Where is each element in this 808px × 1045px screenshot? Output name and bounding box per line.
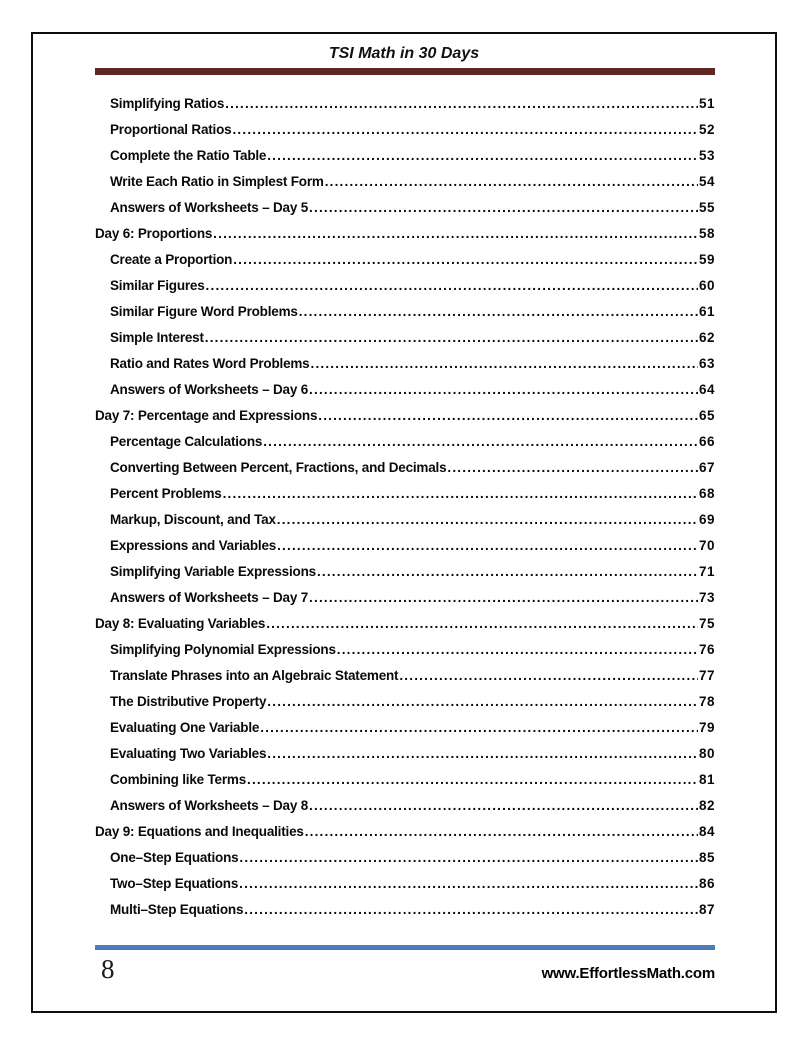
toc-entry-page: 55 <box>698 200 715 215</box>
dot-leader <box>318 403 698 429</box>
toc-entry-label: Answers of Worksheets – Day 6 <box>110 382 309 397</box>
toc-entry-page: 69 <box>698 512 715 527</box>
toc-entry <box>95 325 715 351</box>
dot-leader <box>263 429 698 455</box>
toc-entry-page: 79 <box>698 720 715 735</box>
dot-leader <box>223 481 698 507</box>
toc-entry <box>95 91 715 117</box>
toc-entry-page: 63 <box>698 356 715 371</box>
toc-entry-label: Percentage Calculations <box>110 434 263 449</box>
toc-entry <box>95 897 715 923</box>
toc-entry-page: 54 <box>698 174 715 189</box>
toc-entry-label: Combining like Terms <box>110 772 247 787</box>
dot-leader <box>309 793 698 819</box>
toc-entry-page: 61 <box>698 304 715 319</box>
toc-entry <box>95 143 715 169</box>
toc-entry <box>95 273 715 299</box>
toc-entry <box>95 793 715 819</box>
toc-entry-page: 66 <box>698 434 715 449</box>
toc-entry <box>95 715 715 741</box>
toc-entry <box>95 507 715 533</box>
toc-entry-page: 58 <box>698 226 715 241</box>
dot-leader <box>225 91 698 117</box>
toc-entry-label: Day 6: Proportions <box>95 226 213 241</box>
toc-entry-page: 80 <box>698 746 715 761</box>
toc-entry-label: Day 7: Percentage and Expressions <box>95 408 318 423</box>
toc-entry-page: 71 <box>698 564 715 579</box>
dot-leader <box>233 247 698 273</box>
toc-entry-label: Simplifying Ratios <box>110 96 225 111</box>
toc-entry-label: Answers of Worksheets – Day 7 <box>110 590 309 605</box>
toc-entry-label: Two–Step Equations <box>110 876 239 891</box>
toc-entry-label: Ratio and Rates Word Problems <box>110 356 310 371</box>
toc-entry-label: Percent Problems <box>110 486 222 501</box>
toc-entry <box>95 637 715 663</box>
toc-entry <box>95 455 715 481</box>
toc-entry <box>95 611 715 637</box>
toc-entry-label: Day 9: Equations and Inequalities <box>95 824 304 839</box>
dot-leader <box>205 325 698 351</box>
page-footer <box>95 954 715 985</box>
dot-leader <box>206 273 698 299</box>
toc-entry <box>95 559 715 585</box>
toc-entry <box>95 845 715 871</box>
dot-leader <box>309 585 698 611</box>
toc-entry-page: 78 <box>698 694 715 709</box>
toc-entry-label: Expressions and Variables <box>110 538 277 553</box>
toc-entry <box>95 195 715 221</box>
toc-entry-label: Create a Proportion <box>110 252 233 267</box>
dot-leader <box>311 351 698 377</box>
toc-entry-page: 62 <box>698 330 715 345</box>
dot-leader <box>244 897 698 923</box>
toc-entry-label: Evaluating One Variable <box>110 720 260 735</box>
toc-entry-label: Proportional Ratios <box>110 122 232 137</box>
dot-leader <box>277 507 698 533</box>
footer-rule <box>95 945 715 950</box>
toc-entry <box>95 689 715 715</box>
dot-leader <box>267 741 698 767</box>
toc-entry <box>95 351 715 377</box>
toc-entry <box>95 767 715 793</box>
toc-entry-page: 60 <box>698 278 715 293</box>
dot-leader <box>277 533 698 559</box>
toc-entry <box>95 403 715 429</box>
toc-entry-page: 77 <box>698 668 715 683</box>
toc-entry-label: Similar Figure Word Problems <box>110 304 298 319</box>
dot-leader <box>317 559 698 585</box>
dot-leader <box>305 819 698 845</box>
dot-leader <box>325 169 698 195</box>
toc-entry-label: Answers of Worksheets – Day 5 <box>110 200 309 215</box>
toc-entry-label: Evaluating Two Variables <box>110 746 267 761</box>
toc-entry <box>95 377 715 403</box>
toc-entry-label: Answers of Worksheets – Day 8 <box>110 798 309 813</box>
toc-entry <box>95 533 715 559</box>
footer-website: www.EffortlessMath.com <box>541 965 715 982</box>
header-rule <box>95 68 715 75</box>
toc-entry <box>95 299 715 325</box>
toc-entry-label: Markup, Discount, and Tax <box>110 512 276 527</box>
toc-entry <box>95 169 715 195</box>
toc-entry-page: 82 <box>698 798 715 813</box>
toc-entry-label: Simplifying Variable Expressions <box>110 564 316 579</box>
dot-leader <box>399 663 698 689</box>
toc-entry <box>95 741 715 767</box>
toc-entry-page: 52 <box>698 122 715 137</box>
toc-entry <box>95 247 715 273</box>
toc-entry-page: 64 <box>698 382 715 397</box>
toc-entry-label: Write Each Ratio in Simplest Form <box>110 174 324 189</box>
toc-entry-page: 84 <box>698 824 715 839</box>
toc-entry <box>95 663 715 689</box>
toc-entry <box>95 585 715 611</box>
dot-leader <box>260 715 698 741</box>
book-page <box>31 32 777 1013</box>
toc-entry-label: Day 8: Evaluating Variables <box>95 616 266 631</box>
toc-entry-page: 86 <box>698 876 715 891</box>
dot-leader <box>239 871 698 897</box>
toc-entry-label: The Distributive Property <box>110 694 267 709</box>
toc-entry-label: Converting Between Percent, Fractions, and Decimals <box>110 460 447 475</box>
dot-leader <box>213 221 698 247</box>
dot-leader <box>267 143 698 169</box>
toc-entry-page: 65 <box>698 408 715 423</box>
toc-entry <box>95 117 715 143</box>
toc-entry-page: 87 <box>698 902 715 917</box>
toc-entry-page: 68 <box>698 486 715 501</box>
dot-leader <box>447 455 698 481</box>
toc-entry-page: 53 <box>698 148 715 163</box>
dot-leader <box>239 845 698 871</box>
toc-entry-page: 67 <box>698 460 715 475</box>
toc-entry-page: 73 <box>698 590 715 605</box>
toc-entry-label: Translate Phrases into an Algebraic Statement <box>110 668 399 683</box>
toc-entry-page: 51 <box>698 96 715 111</box>
dot-leader <box>232 117 698 143</box>
dot-leader <box>247 767 698 793</box>
toc-entry-label: Complete the Ratio Table <box>110 148 267 163</box>
toc-entry-label: Similar Figures <box>110 278 205 293</box>
dot-leader <box>337 637 698 663</box>
toc-entry-page: 81 <box>698 772 715 787</box>
toc-entry-page: 76 <box>698 642 715 657</box>
page-header-title: TSI Math in 30 Days <box>328 45 480 62</box>
toc-entry <box>95 221 715 247</box>
toc-entry <box>95 871 715 897</box>
footer-page-number: 8 <box>101 954 115 984</box>
dot-leader <box>299 299 698 325</box>
dot-leader <box>267 689 698 715</box>
toc-entry-page: 75 <box>698 616 715 631</box>
toc-entry-label: Multi–Step Equations <box>110 902 244 917</box>
dot-leader <box>309 195 698 221</box>
toc-entry-label: Simple Interest <box>110 330 204 345</box>
toc-entry <box>95 819 715 845</box>
toc-entry-page: 70 <box>698 538 715 553</box>
toc-entry-label: Simplifying Polynomial Expressions <box>110 642 336 657</box>
table-of-contents <box>95 91 715 923</box>
toc-entry-label: One–Step Equations <box>110 850 239 865</box>
toc-entry <box>95 481 715 507</box>
toc-entry <box>95 429 715 455</box>
dot-leader <box>266 611 698 637</box>
dot-leader <box>309 377 698 403</box>
toc-entry-page: 59 <box>698 252 715 267</box>
toc-entry-page: 85 <box>698 850 715 865</box>
